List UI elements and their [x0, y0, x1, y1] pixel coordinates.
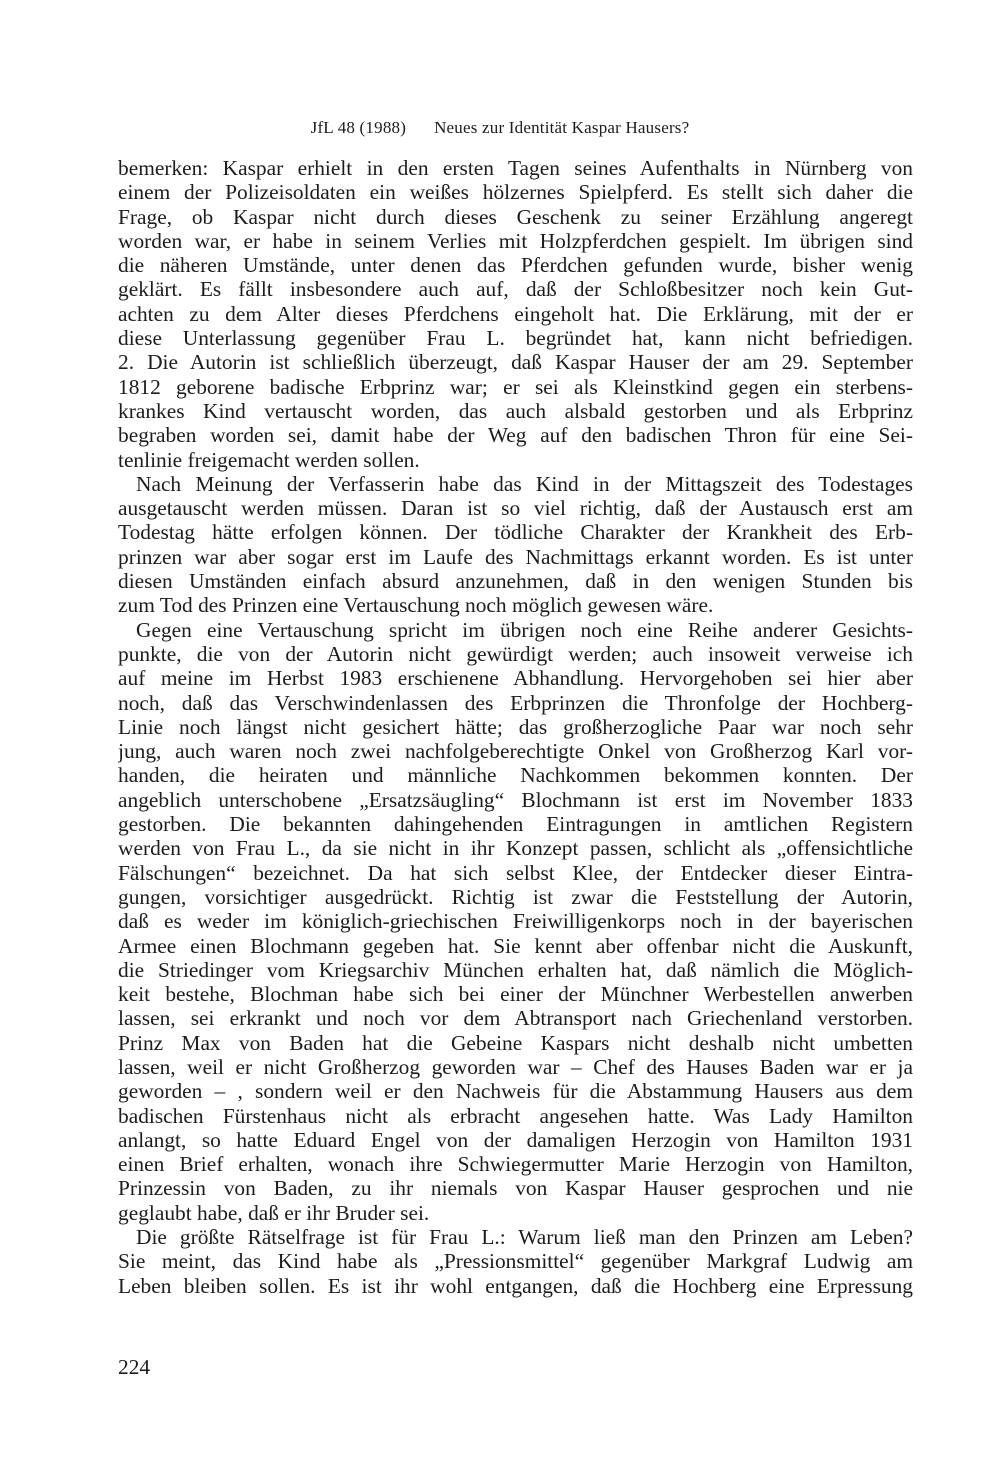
text-line: keit bestehe, Blochman habe sich bei einer der Münchner Werbestellen anwerben	[118, 982, 913, 1007]
text-line: prinzen war aber sogar erst im Laufe des Nachmittags erkannt worden. Es ist unter	[118, 544, 913, 569]
text-line: einem der Polizeisoldaten ein weißes hölzernes Spielpferd. Es stellt sich daher die	[118, 180, 913, 205]
text-line: geklärt. Es fällt insbesondere auch auf, daß der Schloßbesitzer noch kein Gut-	[118, 277, 913, 302]
running-header	[0, 118, 1000, 138]
text-line: daß es weder im königlich-griechischen Freiwilligenkorps noch in der bayerischen	[118, 909, 913, 934]
page-number: 224	[118, 1355, 151, 1379]
text-line: 2. Die Autorin ist schließlich überzeugt, daß Kaspar Hauser der am 29. September	[118, 350, 913, 375]
text-line: Todestag hätte erfolgen können. Der tödliche Charakter der Krankheit des Erb-	[118, 520, 913, 545]
text-line: geglaubt habe, daß er ihr Bruder sei.	[118, 1200, 430, 1225]
text-line: ausgetauscht werden müssen. Daran ist so viel richtig, daß der Austausch erst am	[118, 496, 913, 521]
text-line: geworden – , sondern weil er den Nachweis für die Abstammung Hausers aus dem	[118, 1079, 913, 1104]
text-line: gungen, vorsichtiger ausgedrückt. Richtig ist zwar die Feststellung der Autorin,	[118, 884, 913, 909]
text-line: noch, daß das Verschwindenlassen des Erbprinzen die Thronfolge der Hochberg-	[118, 690, 913, 715]
text-line: angeblich unterschobene „Ersatzsäugling“ Blochmann ist erst im November 1833	[118, 787, 913, 812]
text-line: Linie noch längst nicht gesichert hätte; das großherzogliche Paar war noch sehr	[118, 714, 913, 739]
text-line: Frage, ob Kaspar nicht durch dieses Geschenk zu seiner Erzählung angeregt	[118, 204, 913, 229]
text-line: Sie meint, das Kind habe als „Pressionsmittel“ gegenüber Markgraf Ludwig am	[118, 1249, 913, 1274]
text-line: worden war, er habe in seinem Verlies mit Holzpferdchen gespielt. Im übrigen sind	[118, 228, 913, 253]
text-line: tenlinie freigemacht werden sollen.	[118, 447, 420, 472]
text-line: Nach Meinung der Verfasserin habe das Kind in der Mittagszeit des Todestages	[136, 471, 913, 496]
text-line: 1812 geborene badische Erbprinz war; er sei als Kleinstkind gegen ein sterbens-	[118, 374, 913, 399]
text-line: Prinz Max von Baden hat die Gebeine Kaspars nicht deshalb nicht umbetten	[118, 1030, 913, 1055]
text-line: diesen Umständen einfach absurd anzunehmen, daß in den wenigen Stunden bis	[118, 569, 913, 594]
text-line: achten zu dem Alter dieses Pferdchens eingeholt hat. Die Erklärung, mit der er	[118, 301, 913, 326]
text-line: lassen, sei erkrankt und noch vor dem Abtransport nach Griechenland verstorben.	[118, 1006, 913, 1031]
text-line: handen, die heiraten und männliche Nachkommen bekommen konnten. Der	[118, 763, 913, 788]
text-line: Fälschungen“ bezeichnet. Da hat sich selbst Klee, der Entdecker dieser Eintra-	[118, 860, 913, 885]
text-line: Prinzessin von Baden, zu ihr niemals von Kaspar Hauser gesprochen und nie	[118, 1176, 913, 1201]
text-line: lassen, weil er nicht Großherzog geworden war – Chef des Hauses Baden war er ja	[118, 1054, 913, 1079]
text-line: krankes Kind vertauscht worden, das auch alsbald gestorben und als Erbprinz	[118, 398, 913, 423]
text-line: punkte, die von der Autorin nicht gewürdigt werden; auch insoweit verweise ich	[118, 641, 913, 666]
text-line: die näheren Umstände, unter denen das Pferdchen gefunden wurde, bisher wenig	[118, 253, 913, 278]
text-line: Leben bleiben sollen. Es ist ihr wohl entgangen, daß die Hochberg eine Erpressung	[118, 1273, 913, 1298]
text-line: einen Brief erhalten, wonach ihre Schwiegermutter Marie Herzogin von Hamilton,	[118, 1152, 913, 1177]
text-line: badischen Fürstenhaus nicht als erbracht angesehen hatte. Was Lady Hamilton	[118, 1103, 913, 1128]
text-line: jung, auch waren noch zwei nachfolgeberechtigte Onkel von Großherzog Karl vor-	[118, 739, 913, 764]
text-line: die Striedinger vom Kriegsarchiv München erhalten hat, daß nämlich die Möglich-	[118, 957, 913, 982]
text-line: auf meine im Herbst 1983 erschienene Abhandlung. Hervorgehoben sei hier aber	[118, 666, 913, 691]
text-line: Gegen eine Vertauschung spricht im übrigen noch eine Reihe anderer Gesichts-	[136, 617, 913, 642]
article-title: Neues zur Identität Kaspar Hausers?	[434, 118, 690, 137]
text-line: diese Unterlassung gegenüber Frau L. begründet hat, kann nicht befriedigen.	[118, 326, 913, 351]
body-text	[118, 156, 913, 1298]
text-line: anlangt, so hatte Eduard Engel von der damaligen Herzogin von Hamilton 1931	[118, 1127, 913, 1152]
text-line: gestorben. Die bekannten dahingehenden Eintragungen in amtlichen Registern	[118, 812, 913, 837]
text-line: zum Tod des Prinzen eine Vertauschung noch möglich gewesen wäre.	[118, 593, 714, 618]
text-line: bemerken: Kaspar erhielt in den ersten Tagen seines Aufenthalts in Nürnberg von	[118, 156, 913, 180]
text-line: begraben worden sei, damit habe der Weg auf den badischen Thron für eine Sei-	[118, 423, 913, 448]
journal-reference: JfL 48 (1988)	[310, 118, 407, 137]
text-line: werden von Frau L., da sie nicht in ihr Konzept passen, schlicht als „offensichtliche	[118, 836, 913, 861]
text-line: Die größte Rätselfrage ist für Frau L.: Warum ließ man den Prinzen am Leben?	[136, 1225, 913, 1250]
text-line: Armee einen Blochmann gegeben hat. Sie kennt aber offenbar nicht die Auskunft,	[118, 933, 913, 958]
